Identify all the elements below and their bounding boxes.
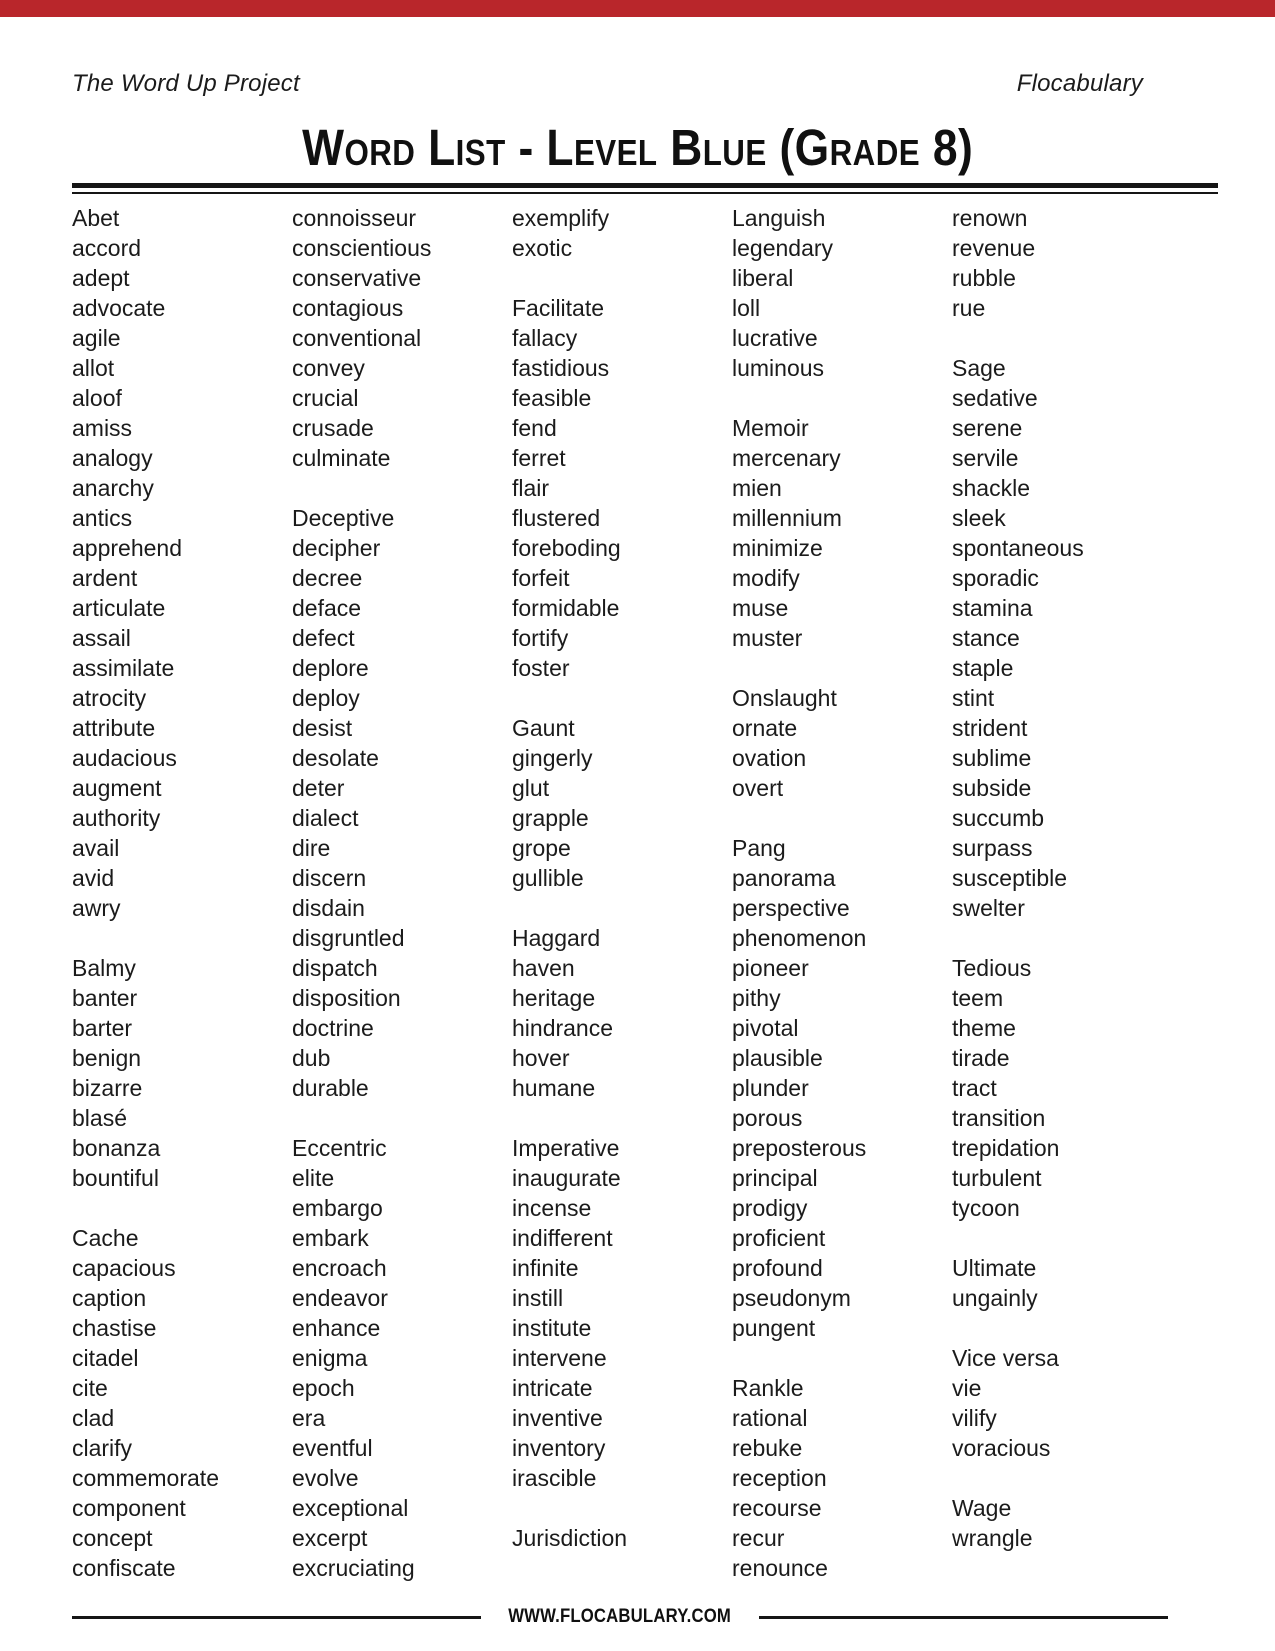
word-item: hindrance (512, 1015, 614, 1041)
word-item: Haggard (512, 925, 601, 951)
word-item: intricate (512, 1375, 593, 1401)
word-item: apprehend (72, 535, 182, 561)
word-item: theme (952, 1015, 1016, 1041)
word-item: tract (952, 1075, 997, 1101)
word-item: glut (512, 775, 550, 801)
word-item: excruciating (292, 1555, 415, 1581)
word-item: stint (952, 685, 995, 711)
word-item: millennium (732, 505, 842, 531)
word-column-5 (952, 203, 1172, 1583)
word-item: susceptible (952, 865, 1068, 891)
word-gap (72, 1193, 292, 1223)
word-item: Imperative (512, 1135, 620, 1161)
word-item: incense (512, 1195, 592, 1221)
word-item: inventive (512, 1405, 603, 1431)
word-item: flustered (512, 505, 601, 531)
word-item: avid (72, 865, 115, 891)
word-item: conventional (292, 325, 422, 351)
word-item: sedative (952, 385, 1038, 411)
word-item: cite (72, 1375, 108, 1401)
word-item: deter (292, 775, 345, 801)
word-item: embark (292, 1225, 369, 1251)
word-item: modify (732, 565, 800, 591)
word-gap (952, 923, 1172, 953)
word-item: eventful (292, 1435, 373, 1461)
word-item: adept (72, 265, 130, 291)
word-gap (512, 893, 732, 923)
word-item: Balmy (72, 955, 136, 981)
word-item: desist (292, 715, 353, 741)
word-item: voracious (952, 1435, 1051, 1461)
word-item: sporadic (952, 565, 1039, 591)
word-item: spontaneous (952, 535, 1084, 561)
word-item: advocate (72, 295, 166, 321)
word-item: ovation (732, 745, 807, 771)
word-item: recourse (732, 1495, 822, 1521)
word-item: awry (72, 895, 121, 921)
footer-rule-right (759, 1616, 1168, 1619)
word-item: recur (732, 1525, 785, 1551)
word-item: succumb (952, 805, 1045, 831)
word-item: blasé (72, 1105, 127, 1131)
word-item: pioneer (732, 955, 809, 981)
word-item: revenue (952, 235, 1036, 261)
word-item: vie (952, 1375, 982, 1401)
word-item: disgruntled (292, 925, 405, 951)
word-item: citadel (72, 1345, 139, 1371)
word-item: amiss (72, 415, 133, 441)
word-item: flair (512, 475, 550, 501)
page-title-wrap (0, 118, 1275, 177)
word-item: heritage (512, 985, 596, 1011)
word-gap (512, 1103, 732, 1133)
word-item: phenomenon (732, 925, 867, 951)
word-item: Jurisdiction (512, 1525, 628, 1551)
word-item: lucrative (732, 325, 818, 351)
word-item: bizarre (72, 1075, 143, 1101)
word-item: intervene (512, 1345, 607, 1371)
word-item: institute (512, 1315, 592, 1341)
word-item: tycoon (952, 1195, 1020, 1221)
word-item: articulate (72, 595, 166, 621)
word-item: servile (952, 445, 1019, 471)
page-title: Word List - Level Blue (Grade 8) (301, 119, 974, 176)
word-item: renown (952, 205, 1028, 231)
word-item: principal (732, 1165, 818, 1191)
word-item: rational (732, 1405, 808, 1431)
word-item: hover (512, 1045, 570, 1071)
word-item: inaugurate (512, 1165, 621, 1191)
footer-website: WWW.FLOCABULARY.COM (508, 1606, 732, 1627)
word-item: porous (732, 1105, 803, 1131)
word-item: atrocity (72, 685, 147, 711)
word-item: muse (732, 595, 789, 621)
word-item: vilify (952, 1405, 997, 1431)
word-item: turbulent (952, 1165, 1042, 1191)
word-list-grid (72, 203, 1202, 1583)
word-item: rebuke (732, 1435, 803, 1461)
word-item: augment (72, 775, 162, 801)
word-item: concept (72, 1525, 153, 1551)
word-item: gullible (512, 865, 584, 891)
word-item: Abet (72, 205, 120, 231)
word-item: overt (732, 775, 784, 801)
word-item: banter (72, 985, 138, 1011)
word-item: elite (292, 1165, 335, 1191)
word-gap (732, 1343, 952, 1373)
word-item: gingerly (512, 745, 593, 771)
word-item: connoisseur (292, 205, 417, 231)
word-item: swelter (952, 895, 1025, 921)
word-item: accord (72, 235, 142, 261)
word-item: rubble (952, 265, 1016, 291)
word-column-1 (72, 203, 292, 1583)
word-item: crucial (292, 385, 359, 411)
word-column-3 (512, 203, 732, 1583)
word-gap (732, 653, 952, 683)
word-item: defect (292, 625, 355, 651)
word-item: pivotal (732, 1015, 799, 1041)
word-item: Pang (732, 835, 786, 861)
word-item: formidable (512, 595, 620, 621)
word-item: convey (292, 355, 365, 381)
word-item: Rankle (732, 1375, 804, 1401)
word-item: deface (292, 595, 362, 621)
word-gap (512, 1553, 732, 1583)
word-item: bountiful (72, 1165, 159, 1191)
word-item: assail (72, 625, 131, 651)
word-item: minimize (732, 535, 823, 561)
word-item: Facilitate (512, 295, 605, 321)
word-gap (952, 1553, 1172, 1583)
word-item: confiscate (72, 1555, 176, 1581)
word-item: fastidious (512, 355, 610, 381)
word-item: Cache (72, 1225, 139, 1251)
word-gap (512, 263, 732, 293)
word-item: discern (292, 865, 367, 891)
word-item: benign (72, 1045, 142, 1071)
word-item: endeavor (292, 1285, 388, 1311)
word-item: sublime (952, 745, 1032, 771)
word-item: exceptional (292, 1495, 409, 1521)
word-item: authority (72, 805, 161, 831)
word-item: chastise (72, 1315, 157, 1341)
word-item: embargo (292, 1195, 383, 1221)
word-item: stamina (952, 595, 1033, 621)
word-item: stance (952, 625, 1020, 651)
word-item: surpass (952, 835, 1033, 861)
word-item: irascible (512, 1465, 597, 1491)
word-item: attribute (72, 715, 156, 741)
footer-rule-left (72, 1616, 481, 1619)
word-item: proficient (732, 1225, 826, 1251)
word-item: forfeit (512, 565, 570, 591)
word-item: conscientious (292, 235, 432, 261)
word-item: era (292, 1405, 326, 1431)
word-item: instill (512, 1285, 564, 1311)
word-item: durable (292, 1075, 369, 1101)
word-item: Vice versa (952, 1345, 1059, 1371)
word-item: serene (952, 415, 1023, 441)
word-item: liberal (732, 265, 794, 291)
word-item: dire (292, 835, 331, 861)
word-item: deplore (292, 655, 369, 681)
word-item: Tedious (952, 955, 1032, 981)
word-item: legendary (732, 235, 834, 261)
word-item: capacious (72, 1255, 176, 1281)
word-item: pungent (732, 1315, 816, 1341)
word-item: culminate (292, 445, 391, 471)
word-gap (512, 1493, 732, 1523)
word-item: luminous (732, 355, 825, 381)
word-item: aloof (72, 385, 122, 411)
word-item: anarchy (72, 475, 154, 501)
word-item: excerpt (292, 1525, 368, 1551)
word-item: Eccentric (292, 1135, 387, 1161)
word-item: conservative (292, 265, 422, 291)
word-gap (732, 803, 952, 833)
word-item: exemplify (512, 205, 610, 231)
word-item: loll (732, 295, 761, 321)
word-item: enhance (292, 1315, 381, 1341)
word-item: shackle (952, 475, 1030, 501)
word-item: caption (72, 1285, 147, 1311)
word-item: clarify (72, 1435, 133, 1461)
word-item: wrangle (952, 1525, 1033, 1551)
word-column-4 (732, 203, 952, 1583)
word-item: clad (72, 1405, 115, 1431)
word-item: tirade (952, 1045, 1010, 1071)
word-item: decipher (292, 535, 381, 561)
word-item: fortify (512, 625, 569, 651)
word-gap (952, 1463, 1172, 1493)
word-item: doctrine (292, 1015, 374, 1041)
word-item: inventory (512, 1435, 606, 1461)
title-double-rule (72, 183, 1218, 194)
word-item: trepidation (952, 1135, 1060, 1161)
word-item: mien (732, 475, 782, 501)
word-item: agile (72, 325, 121, 351)
word-item: grope (512, 835, 571, 861)
word-item: disposition (292, 985, 401, 1011)
word-item: commemorate (72, 1465, 219, 1491)
word-gap (732, 383, 952, 413)
word-item: assimilate (72, 655, 175, 681)
word-item: ornate (732, 715, 798, 741)
word-gap (952, 1313, 1172, 1343)
word-item: desolate (292, 745, 379, 771)
word-item: plausible (732, 1045, 823, 1071)
word-item: staple (952, 655, 1014, 681)
word-item: mercenary (732, 445, 841, 471)
word-item: fallacy (512, 325, 578, 351)
word-item: reception (732, 1465, 827, 1491)
word-item: teem (952, 985, 1004, 1011)
word-item: panorama (732, 865, 836, 891)
word-item: encroach (292, 1255, 387, 1281)
word-item: sleek (952, 505, 1006, 531)
word-item: humane (512, 1075, 596, 1101)
word-item: contagious (292, 295, 404, 321)
word-item: prodigy (732, 1195, 808, 1221)
word-item: strident (952, 715, 1028, 741)
word-item: dialect (292, 805, 359, 831)
word-item: avail (72, 835, 120, 861)
word-item: Memoir (732, 415, 809, 441)
word-item: Gaunt (512, 715, 575, 741)
word-item: antics (72, 505, 133, 531)
word-column-2 (292, 203, 512, 1583)
word-item: bonanza (72, 1135, 161, 1161)
header-brand-name: Flocabulary (1016, 70, 1143, 97)
word-item: feasible (512, 385, 592, 411)
word-item: fend (512, 415, 557, 441)
word-gap (292, 473, 512, 503)
word-item: grapple (512, 805, 589, 831)
word-item: Languish (732, 205, 826, 231)
word-item: ferret (512, 445, 566, 471)
word-item: haven (512, 955, 575, 981)
word-item: foster (512, 655, 570, 681)
word-item: dispatch (292, 955, 378, 981)
word-gap (952, 323, 1172, 353)
word-item: pithy (732, 985, 781, 1011)
word-item: analogy (72, 445, 153, 471)
word-item: Sage (952, 355, 1006, 381)
word-item: audacious (72, 745, 177, 771)
word-item: plunder (732, 1075, 809, 1101)
word-item: deploy (292, 685, 360, 711)
word-gap (952, 1223, 1172, 1253)
word-item: barter (72, 1015, 133, 1041)
top-red-bar (0, 0, 1275, 17)
word-item: renounce (732, 1555, 828, 1581)
word-item: rue (952, 295, 986, 321)
word-item: preposterous (732, 1135, 867, 1161)
word-item: Wage (952, 1495, 1012, 1521)
word-gap (72, 923, 292, 953)
word-item: Onslaught (732, 685, 837, 711)
word-item: enigma (292, 1345, 368, 1371)
word-item: evolve (292, 1465, 359, 1491)
word-item: decree (292, 565, 363, 591)
word-item: crusade (292, 415, 374, 441)
word-item: perspective (732, 895, 850, 921)
word-item: ungainly (952, 1285, 1038, 1311)
word-item: profound (732, 1255, 823, 1281)
word-item: muster (732, 625, 803, 651)
word-item: exotic (512, 235, 573, 261)
word-item: Deceptive (292, 505, 395, 531)
footer (72, 1602, 1168, 1632)
word-item: foreboding (512, 535, 621, 561)
word-item: infinite (512, 1255, 579, 1281)
word-item: component (72, 1495, 186, 1521)
word-item: allot (72, 355, 115, 381)
word-gap (512, 683, 732, 713)
header-project-name: The Word Up Project (72, 70, 300, 97)
word-item: dub (292, 1045, 331, 1071)
word-gap (292, 1103, 512, 1133)
word-item: ardent (72, 565, 138, 591)
word-item: transition (952, 1105, 1046, 1131)
word-item: subside (952, 775, 1032, 801)
word-item: pseudonym (732, 1285, 851, 1311)
word-item: disdain (292, 895, 365, 921)
word-item: Ultimate (952, 1255, 1037, 1281)
word-item: epoch (292, 1375, 355, 1401)
word-item: indifferent (512, 1225, 613, 1251)
